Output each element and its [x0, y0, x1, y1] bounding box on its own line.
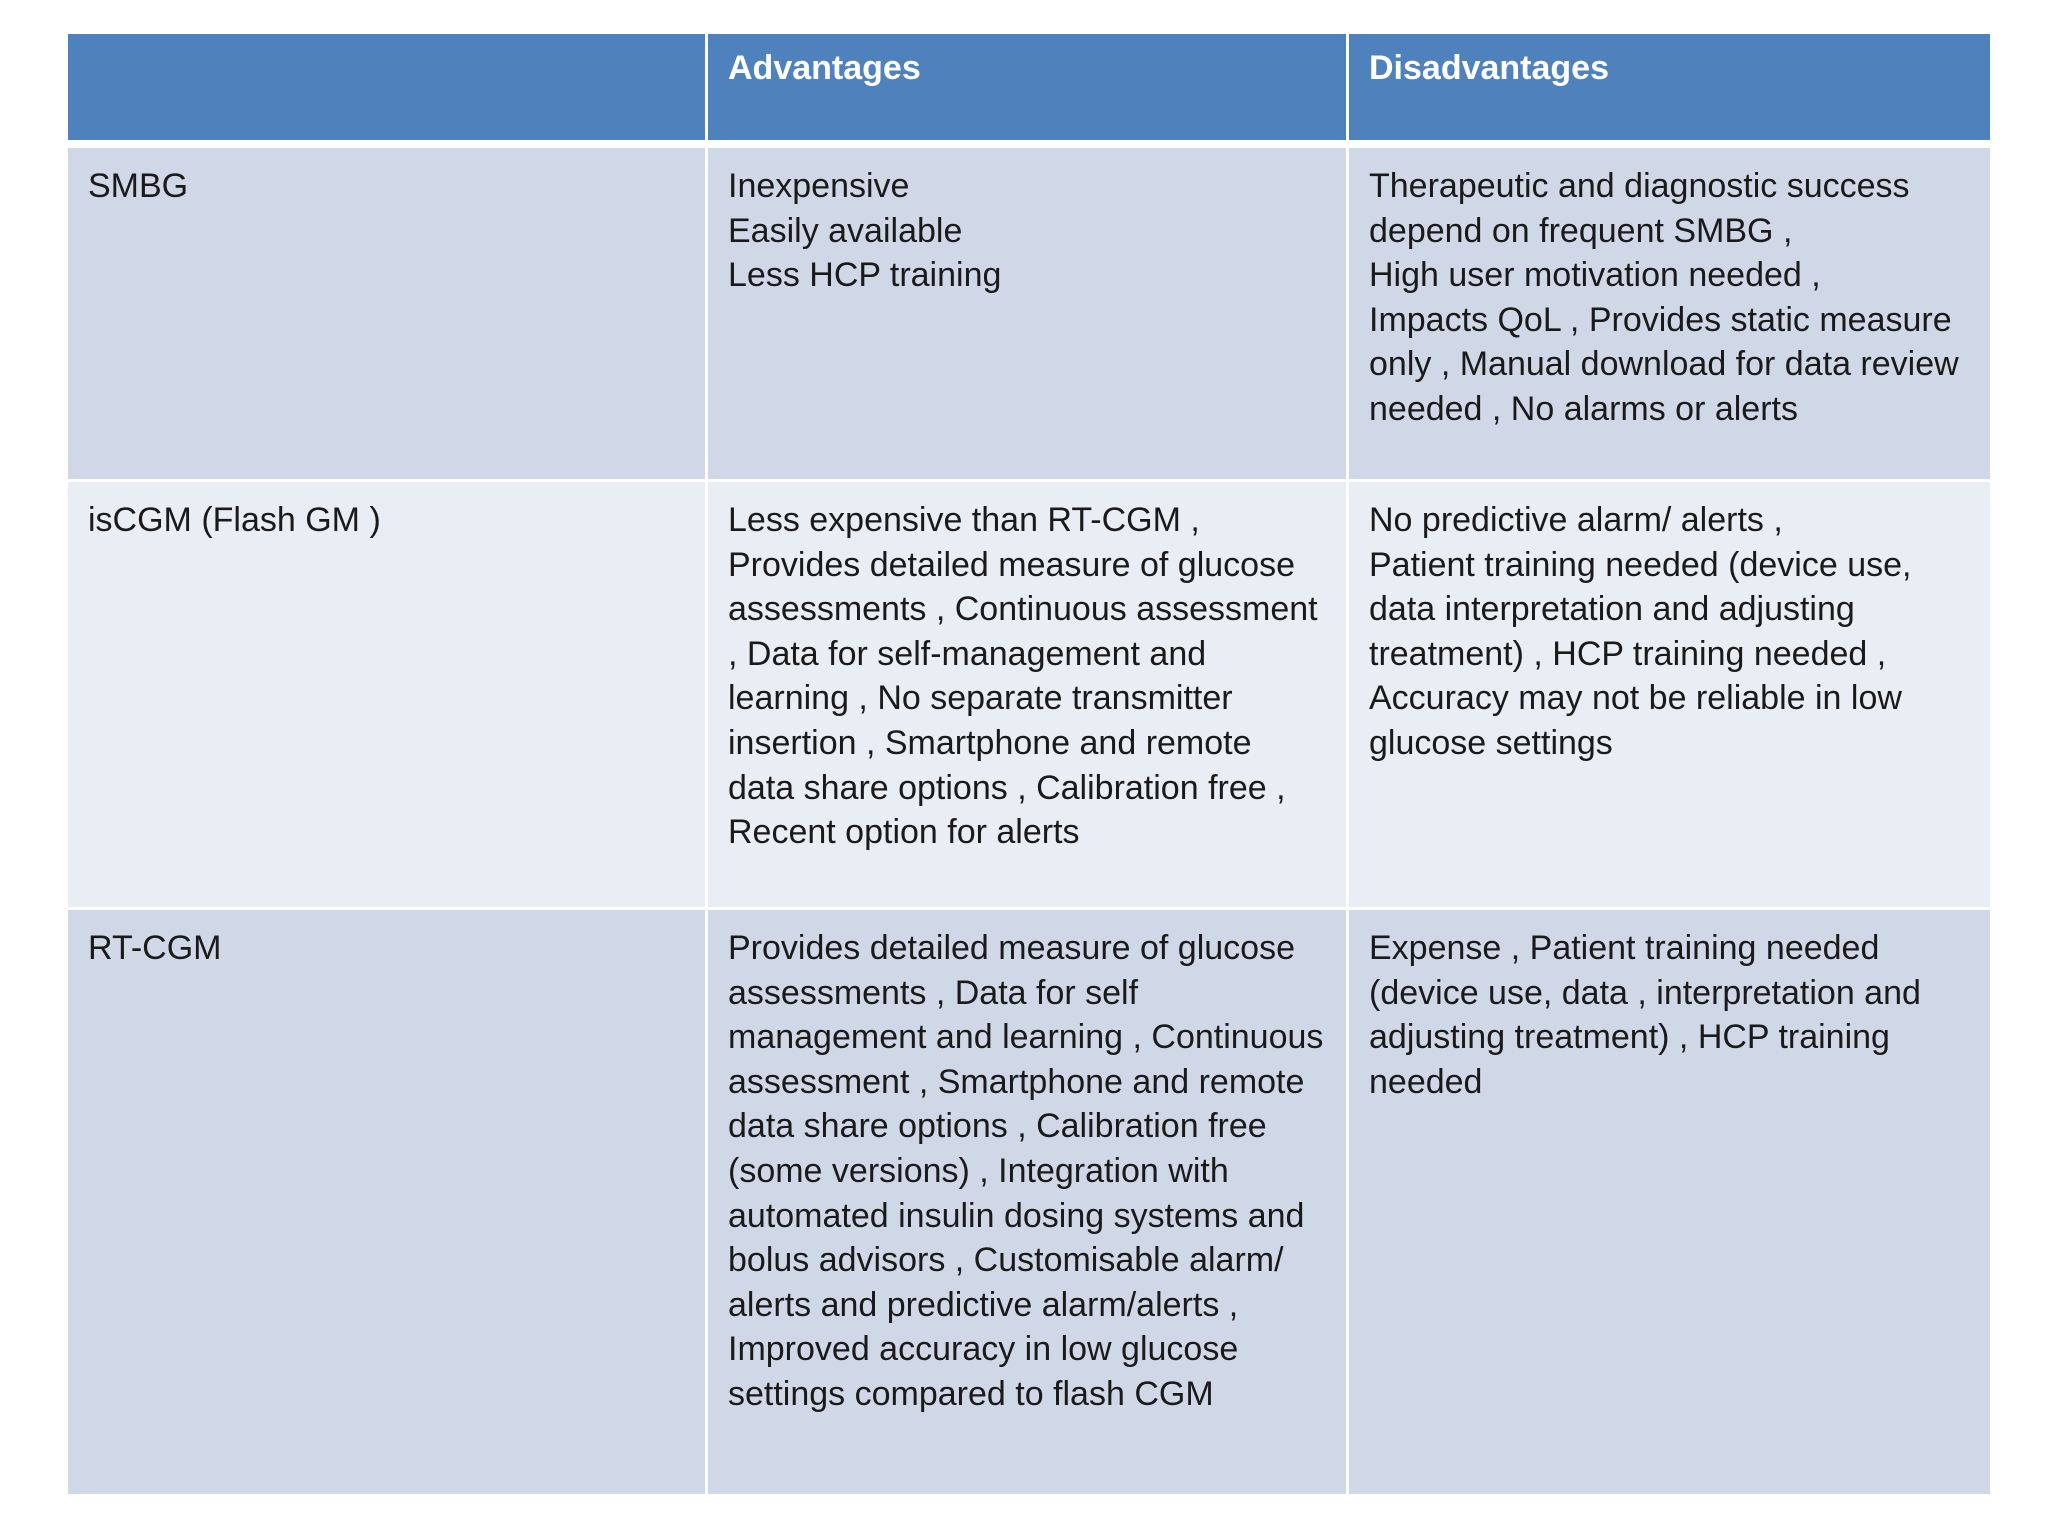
header-cell-disadvantages: Disadvantages	[1349, 34, 1990, 148]
row-smbg-disadvantages: Therapeutic and diagnostic success depend on frequent SMBG , High user motivation needed , Impacts QoL , Provides static measure only , Manual download for data review needed , No alarms or alerts	[1349, 148, 1990, 482]
row-rtcgm-method: RT-CGM	[68, 910, 708, 1494]
row-rtcgm-disadvantages: Expense , Patient training needed (device use, data , interpretation and adjusting treatment) , HCP training needed	[1349, 910, 1990, 1494]
header-cell-advantages: Advantages	[708, 34, 1349, 148]
row-rtcgm-advantages: Provides detailed measure of glucose assessments , Data for self management and learning , Continuous assessment , Smartphone and remote data share options , Calibration free (some versions) , Integration with automated insulin dosing systems and bolus advisors , Customisable alarm/ alerts and predictive alarm/alerts , Improved accuracy in low glucose settings compared to flash CGM	[708, 910, 1349, 1494]
row-smbg-advantages: Inexpensive Easily available Less HCP training	[708, 148, 1349, 482]
header-cell-empty	[68, 34, 708, 148]
row-smbg-method: SMBG	[68, 148, 708, 482]
row-iscgm-advantages: Less expensive than RT-CGM , Provides detailed measure of glucose assessments , Continuous assessment , Data for self-management and learning , No separate transmitter insertion , Smartphone and remote data share options , Calibration free , Recent option for alerts	[708, 482, 1349, 910]
comparison-table	[68, 34, 1990, 1494]
row-iscgm-disadvantages: No predictive alarm/ alerts , Patient training needed (device use, data interpretation and adjusting treatment) , HCP training needed , Accuracy may not be reliable in low glucose settings	[1349, 482, 1990, 910]
row-iscgm-method: isCGM (Flash GM )	[68, 482, 708, 910]
